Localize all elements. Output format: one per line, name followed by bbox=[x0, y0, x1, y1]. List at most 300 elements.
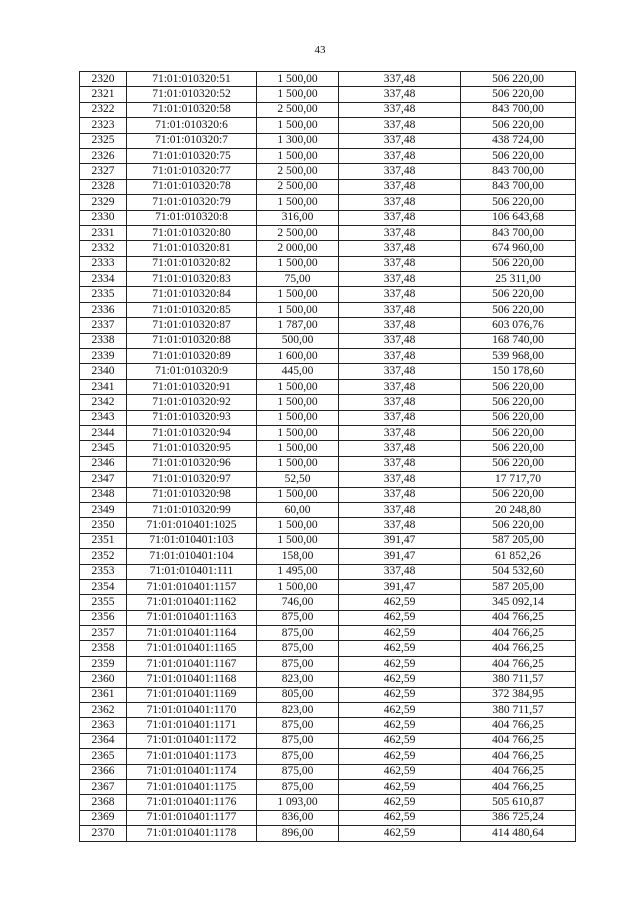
table-body bbox=[80, 72, 576, 842]
rate-cell: 337,48 bbox=[339, 272, 461, 287]
area-cell: 746,00 bbox=[257, 595, 339, 610]
area-cell: 875,00 bbox=[257, 718, 339, 733]
rate-cell: 462,59 bbox=[339, 610, 461, 625]
cadastral-number-cell: 71:01:010401:103 bbox=[127, 533, 257, 548]
cadastral-number-cell: 71:01:010401:1163 bbox=[127, 610, 257, 625]
table-row bbox=[80, 733, 576, 748]
value-cell: 61 852,26 bbox=[461, 549, 576, 564]
row-number-cell: 2363 bbox=[80, 718, 127, 733]
row-number-cell: 2325 bbox=[80, 133, 127, 148]
rate-cell: 462,59 bbox=[339, 595, 461, 610]
table-row bbox=[80, 118, 576, 133]
area-cell: 1 500,00 bbox=[257, 287, 339, 302]
table-row bbox=[80, 472, 576, 487]
area-cell: 2 500,00 bbox=[257, 164, 339, 179]
value-cell: 843 700,00 bbox=[461, 164, 576, 179]
rate-cell: 337,48 bbox=[339, 118, 461, 133]
value-cell: 587 205,00 bbox=[461, 533, 576, 548]
row-number-cell: 2347 bbox=[80, 472, 127, 487]
cadastral-number-cell: 71:01:010401:111 bbox=[127, 564, 257, 579]
rate-cell: 462,59 bbox=[339, 779, 461, 794]
table-row bbox=[80, 102, 576, 117]
cadastral-number-cell: 71:01:010320:81 bbox=[127, 241, 257, 256]
table-row bbox=[80, 810, 576, 825]
table-row bbox=[80, 241, 576, 256]
cadastral-number-cell: 71:01:010401:1171 bbox=[127, 718, 257, 733]
rate-cell: 337,48 bbox=[339, 410, 461, 425]
value-cell: 843 700,00 bbox=[461, 179, 576, 194]
row-number-cell: 2362 bbox=[80, 703, 127, 718]
row-number-cell: 2331 bbox=[80, 225, 127, 240]
value-cell: 380 711,57 bbox=[461, 703, 576, 718]
area-cell: 1 500,00 bbox=[257, 518, 339, 533]
cadastral-number-cell: 71:01:010320:84 bbox=[127, 287, 257, 302]
table-row bbox=[80, 718, 576, 733]
value-cell: 843 700,00 bbox=[461, 102, 576, 117]
row-number-cell: 2370 bbox=[80, 826, 127, 841]
rate-cell: 337,48 bbox=[339, 72, 461, 87]
table-row bbox=[80, 379, 576, 394]
value-cell: 506 220,00 bbox=[461, 456, 576, 471]
area-cell: 1 500,00 bbox=[257, 379, 339, 394]
rate-cell: 337,48 bbox=[339, 241, 461, 256]
table-row bbox=[80, 287, 576, 302]
area-cell: 2 500,00 bbox=[257, 179, 339, 194]
row-number-cell: 2338 bbox=[80, 333, 127, 348]
rate-cell: 462,59 bbox=[339, 641, 461, 656]
rate-cell: 337,48 bbox=[339, 379, 461, 394]
table-row bbox=[80, 148, 576, 163]
value-cell: 506 220,00 bbox=[461, 148, 576, 163]
area-cell: 823,00 bbox=[257, 672, 339, 687]
table-row bbox=[80, 179, 576, 194]
value-cell: 404 766,25 bbox=[461, 641, 576, 656]
table-row bbox=[80, 610, 576, 625]
area-cell: 896,00 bbox=[257, 826, 339, 841]
rate-cell: 462,59 bbox=[339, 703, 461, 718]
cadastral-number-cell: 71:01:010401:1170 bbox=[127, 703, 257, 718]
row-number-cell: 2345 bbox=[80, 441, 127, 456]
area-cell: 2 000,00 bbox=[257, 241, 339, 256]
rate-cell: 337,48 bbox=[339, 287, 461, 302]
value-cell: 404 766,25 bbox=[461, 733, 576, 748]
rate-cell: 337,48 bbox=[339, 225, 461, 240]
value-cell: 603 076,76 bbox=[461, 318, 576, 333]
table-row bbox=[80, 272, 576, 287]
area-cell: 875,00 bbox=[257, 610, 339, 625]
row-number-cell: 2334 bbox=[80, 272, 127, 287]
rate-cell: 337,48 bbox=[339, 179, 461, 194]
area-cell: 1 500,00 bbox=[257, 441, 339, 456]
table-row bbox=[80, 164, 576, 179]
cadastral-number-cell: 71:01:010401:1172 bbox=[127, 733, 257, 748]
area-cell: 500,00 bbox=[257, 333, 339, 348]
area-cell: 158,00 bbox=[257, 549, 339, 564]
area-cell: 823,00 bbox=[257, 703, 339, 718]
table-row bbox=[80, 195, 576, 210]
value-cell: 404 766,25 bbox=[461, 779, 576, 794]
row-number-cell: 2357 bbox=[80, 626, 127, 641]
cadastral-number-cell: 71:01:010320:8 bbox=[127, 210, 257, 225]
area-cell: 316,00 bbox=[257, 210, 339, 225]
table-row bbox=[80, 518, 576, 533]
row-number-cell: 2343 bbox=[80, 410, 127, 425]
cadastral-number-cell: 71:01:010320:6 bbox=[127, 118, 257, 133]
area-cell: 875,00 bbox=[257, 641, 339, 656]
value-cell: 438 724,00 bbox=[461, 133, 576, 148]
value-cell: 380 711,57 bbox=[461, 672, 576, 687]
value-cell: 506 220,00 bbox=[461, 379, 576, 394]
area-cell: 1 500,00 bbox=[257, 487, 339, 502]
value-cell: 843 700,00 bbox=[461, 225, 576, 240]
row-number-cell: 2367 bbox=[80, 779, 127, 794]
row-number-cell: 2354 bbox=[80, 579, 127, 594]
table-row bbox=[80, 364, 576, 379]
table-row bbox=[80, 318, 576, 333]
row-number-cell: 2361 bbox=[80, 687, 127, 702]
table-row bbox=[80, 779, 576, 794]
table-row bbox=[80, 579, 576, 594]
cadastral-number-cell: 71:01:010320:94 bbox=[127, 425, 257, 440]
table-row bbox=[80, 133, 576, 148]
area-cell: 1 500,00 bbox=[257, 148, 339, 163]
value-cell: 674 960,00 bbox=[461, 241, 576, 256]
value-cell: 504 532,60 bbox=[461, 564, 576, 579]
row-number-cell: 2358 bbox=[80, 641, 127, 656]
row-number-cell: 2342 bbox=[80, 395, 127, 410]
area-cell: 1 500,00 bbox=[257, 195, 339, 210]
cadastral-number-cell: 71:01:010401:1177 bbox=[127, 810, 257, 825]
value-cell: 539 968,00 bbox=[461, 349, 576, 364]
table-row bbox=[80, 687, 576, 702]
value-cell: 506 220,00 bbox=[461, 410, 576, 425]
rate-cell: 337,48 bbox=[339, 164, 461, 179]
table-row bbox=[80, 764, 576, 779]
cadastral-number-cell: 71:01:010401:1164 bbox=[127, 626, 257, 641]
area-cell: 875,00 bbox=[257, 779, 339, 794]
cadastral-number-cell: 71:01:010320:92 bbox=[127, 395, 257, 410]
row-number-cell: 2323 bbox=[80, 118, 127, 133]
table-row bbox=[80, 795, 576, 810]
cadastral-number-cell: 71:01:010401:104 bbox=[127, 549, 257, 564]
value-cell: 404 766,25 bbox=[461, 764, 576, 779]
rate-cell: 337,48 bbox=[339, 425, 461, 440]
area-cell: 1 500,00 bbox=[257, 533, 339, 548]
table-row bbox=[80, 626, 576, 641]
table-row bbox=[80, 333, 576, 348]
row-number-cell: 2352 bbox=[80, 549, 127, 564]
table-row bbox=[80, 456, 576, 471]
cadastral-number-cell: 71:01:010320:89 bbox=[127, 349, 257, 364]
rate-cell: 337,48 bbox=[339, 333, 461, 348]
cadastral-number-cell: 71:01:010401:1173 bbox=[127, 749, 257, 764]
table-row bbox=[80, 749, 576, 764]
row-number-cell: 2351 bbox=[80, 533, 127, 548]
rate-cell: 462,59 bbox=[339, 733, 461, 748]
table-row bbox=[80, 72, 576, 87]
rate-cell: 337,48 bbox=[339, 564, 461, 579]
row-number-cell: 2333 bbox=[80, 256, 127, 271]
land-plot-table bbox=[79, 71, 576, 842]
cadastral-number-cell: 71:01:010320:58 bbox=[127, 102, 257, 117]
table-row bbox=[80, 641, 576, 656]
rate-cell: 391,47 bbox=[339, 579, 461, 594]
area-cell: 52,50 bbox=[257, 472, 339, 487]
cadastral-number-cell: 71:01:010320:87 bbox=[127, 318, 257, 333]
rate-cell: 462,59 bbox=[339, 656, 461, 671]
rate-cell: 337,48 bbox=[339, 102, 461, 117]
table-row bbox=[80, 656, 576, 671]
value-cell: 168 740,00 bbox=[461, 333, 576, 348]
rate-cell: 337,48 bbox=[339, 456, 461, 471]
value-cell: 20 248,80 bbox=[461, 502, 576, 517]
table-row bbox=[80, 87, 576, 102]
row-number-cell: 2356 bbox=[80, 610, 127, 625]
row-number-cell: 2336 bbox=[80, 302, 127, 317]
table-row bbox=[80, 441, 576, 456]
rate-cell: 337,48 bbox=[339, 502, 461, 517]
cadastral-number-cell: 71:01:010320:99 bbox=[127, 502, 257, 517]
row-number-cell: 2335 bbox=[80, 287, 127, 302]
area-cell: 805,00 bbox=[257, 687, 339, 702]
row-number-cell: 2366 bbox=[80, 764, 127, 779]
value-cell: 506 220,00 bbox=[461, 287, 576, 302]
value-cell: 506 220,00 bbox=[461, 518, 576, 533]
cadastral-number-cell: 71:01:010401:1167 bbox=[127, 656, 257, 671]
area-cell: 1 500,00 bbox=[257, 425, 339, 440]
area-cell: 1 500,00 bbox=[257, 456, 339, 471]
row-number-cell: 2326 bbox=[80, 148, 127, 163]
value-cell: 106 643,68 bbox=[461, 210, 576, 225]
cadastral-number-cell: 71:01:010320:82 bbox=[127, 256, 257, 271]
rate-cell: 462,59 bbox=[339, 826, 461, 841]
value-cell: 404 766,25 bbox=[461, 656, 576, 671]
rate-cell: 462,59 bbox=[339, 687, 461, 702]
area-cell: 1 500,00 bbox=[257, 72, 339, 87]
value-cell: 345 092,14 bbox=[461, 595, 576, 610]
row-number-cell: 2346 bbox=[80, 456, 127, 471]
value-cell: 506 220,00 bbox=[461, 118, 576, 133]
table-row bbox=[80, 349, 576, 364]
rate-cell: 337,48 bbox=[339, 195, 461, 210]
rate-cell: 337,48 bbox=[339, 518, 461, 533]
cadastral-number-cell: 71:01:010320:78 bbox=[127, 179, 257, 194]
cadastral-number-cell: 71:01:010320:88 bbox=[127, 333, 257, 348]
row-number-cell: 2364 bbox=[80, 733, 127, 748]
cadastral-number-cell: 71:01:010320:83 bbox=[127, 272, 257, 287]
area-cell: 75,00 bbox=[257, 272, 339, 287]
value-cell: 506 220,00 bbox=[461, 302, 576, 317]
table-row bbox=[80, 826, 576, 841]
row-number-cell: 2320 bbox=[80, 72, 127, 87]
area-cell: 1 500,00 bbox=[257, 395, 339, 410]
row-number-cell: 2344 bbox=[80, 425, 127, 440]
area-cell: 60,00 bbox=[257, 502, 339, 517]
rate-cell: 337,48 bbox=[339, 472, 461, 487]
value-cell: 404 766,25 bbox=[461, 626, 576, 641]
rate-cell: 337,48 bbox=[339, 441, 461, 456]
value-cell: 587 205,00 bbox=[461, 579, 576, 594]
cadastral-number-cell: 71:01:010320:95 bbox=[127, 441, 257, 456]
row-number-cell: 2369 bbox=[80, 810, 127, 825]
cadastral-number-cell: 71:01:010401:1175 bbox=[127, 779, 257, 794]
row-number-cell: 2359 bbox=[80, 656, 127, 671]
cadastral-number-cell: 71:01:010401:1169 bbox=[127, 687, 257, 702]
cadastral-number-cell: 71:01:010320:79 bbox=[127, 195, 257, 210]
area-cell: 875,00 bbox=[257, 626, 339, 641]
row-number-cell: 2330 bbox=[80, 210, 127, 225]
table-row bbox=[80, 210, 576, 225]
area-cell: 1 500,00 bbox=[257, 579, 339, 594]
cadastral-number-cell: 71:01:010401:1176 bbox=[127, 795, 257, 810]
table-row bbox=[80, 256, 576, 271]
table-row bbox=[80, 487, 576, 502]
cadastral-number-cell: 71:01:010401:1162 bbox=[127, 595, 257, 610]
cadastral-number-cell: 71:01:010401:1165 bbox=[127, 641, 257, 656]
row-number-cell: 2328 bbox=[80, 179, 127, 194]
cadastral-number-cell: 71:01:010320:52 bbox=[127, 87, 257, 102]
row-number-cell: 2332 bbox=[80, 241, 127, 256]
value-cell: 506 220,00 bbox=[461, 72, 576, 87]
value-cell: 150 178,60 bbox=[461, 364, 576, 379]
cadastral-number-cell: 71:01:010320:77 bbox=[127, 164, 257, 179]
row-number-cell: 2337 bbox=[80, 318, 127, 333]
area-cell: 1 300,00 bbox=[257, 133, 339, 148]
table-row bbox=[80, 564, 576, 579]
area-cell: 875,00 bbox=[257, 749, 339, 764]
row-number-cell: 2350 bbox=[80, 518, 127, 533]
cadastral-number-cell: 71:01:010320:9 bbox=[127, 364, 257, 379]
area-cell: 1 600,00 bbox=[257, 349, 339, 364]
area-cell: 1 495,00 bbox=[257, 564, 339, 579]
row-number-cell: 2329 bbox=[80, 195, 127, 210]
value-cell: 25 311,00 bbox=[461, 272, 576, 287]
cadastral-number-cell: 71:01:010320:7 bbox=[127, 133, 257, 148]
value-cell: 404 766,25 bbox=[461, 749, 576, 764]
row-number-cell: 2341 bbox=[80, 379, 127, 394]
value-cell: 506 220,00 bbox=[461, 87, 576, 102]
value-cell: 386 725,24 bbox=[461, 810, 576, 825]
value-cell: 17 717,70 bbox=[461, 472, 576, 487]
rate-cell: 337,48 bbox=[339, 133, 461, 148]
cadastral-number-cell: 71:01:010320:96 bbox=[127, 456, 257, 471]
row-number-cell: 2339 bbox=[80, 349, 127, 364]
area-cell: 445,00 bbox=[257, 364, 339, 379]
row-number-cell: 2321 bbox=[80, 87, 127, 102]
value-cell: 506 220,00 bbox=[461, 395, 576, 410]
cadastral-number-cell: 71:01:010320:85 bbox=[127, 302, 257, 317]
rate-cell: 337,48 bbox=[339, 87, 461, 102]
row-number-cell: 2327 bbox=[80, 164, 127, 179]
rate-cell: 391,47 bbox=[339, 533, 461, 548]
rate-cell: 462,59 bbox=[339, 764, 461, 779]
cadastral-number-cell: 71:01:010320:80 bbox=[127, 225, 257, 240]
rate-cell: 337,48 bbox=[339, 148, 461, 163]
value-cell: 506 220,00 bbox=[461, 425, 576, 440]
value-cell: 506 220,00 bbox=[461, 256, 576, 271]
cadastral-number-cell: 71:01:010320:97 bbox=[127, 472, 257, 487]
area-cell: 1 500,00 bbox=[257, 87, 339, 102]
value-cell: 506 220,00 bbox=[461, 441, 576, 456]
rate-cell: 462,59 bbox=[339, 795, 461, 810]
row-number-cell: 2353 bbox=[80, 564, 127, 579]
row-number-cell: 2340 bbox=[80, 364, 127, 379]
rate-cell: 337,48 bbox=[339, 302, 461, 317]
area-cell: 875,00 bbox=[257, 656, 339, 671]
row-number-cell: 2348 bbox=[80, 487, 127, 502]
row-number-cell: 2368 bbox=[80, 795, 127, 810]
rate-cell: 462,59 bbox=[339, 626, 461, 641]
cadastral-number-cell: 71:01:010320:51 bbox=[127, 72, 257, 87]
cadastral-number-cell: 71:01:010401:1178 bbox=[127, 826, 257, 841]
table-row bbox=[80, 595, 576, 610]
cadastral-number-cell: 71:01:010401:1025 bbox=[127, 518, 257, 533]
area-cell: 836,00 bbox=[257, 810, 339, 825]
row-number-cell: 2365 bbox=[80, 749, 127, 764]
cadastral-number-cell: 71:01:010401:1174 bbox=[127, 764, 257, 779]
table-row bbox=[80, 302, 576, 317]
area-cell: 1 500,00 bbox=[257, 256, 339, 271]
row-number-cell: 2349 bbox=[80, 502, 127, 517]
value-cell: 506 220,00 bbox=[461, 487, 576, 502]
area-cell: 875,00 bbox=[257, 733, 339, 748]
row-number-cell: 2360 bbox=[80, 672, 127, 687]
rate-cell: 462,59 bbox=[339, 718, 461, 733]
cadastral-number-cell: 71:01:010320:93 bbox=[127, 410, 257, 425]
cadastral-number-cell: 71:01:010320:98 bbox=[127, 487, 257, 502]
cadastral-number-cell: 71:01:010401:1157 bbox=[127, 579, 257, 594]
row-number-cell: 2322 bbox=[80, 102, 127, 117]
table-row bbox=[80, 533, 576, 548]
area-cell: 1 500,00 bbox=[257, 410, 339, 425]
rate-cell: 391,47 bbox=[339, 549, 461, 564]
area-cell: 1 500,00 bbox=[257, 118, 339, 133]
table-row bbox=[80, 410, 576, 425]
value-cell: 506 220,00 bbox=[461, 195, 576, 210]
table-row bbox=[80, 703, 576, 718]
area-cell: 2 500,00 bbox=[257, 102, 339, 117]
area-cell: 2 500,00 bbox=[257, 225, 339, 240]
rate-cell: 337,48 bbox=[339, 395, 461, 410]
table-row bbox=[80, 502, 576, 517]
table-row bbox=[80, 549, 576, 564]
rate-cell: 337,48 bbox=[339, 318, 461, 333]
value-cell: 404 766,25 bbox=[461, 718, 576, 733]
value-cell: 404 766,25 bbox=[461, 610, 576, 625]
value-cell: 505 610,87 bbox=[461, 795, 576, 810]
cadastral-number-cell: 71:01:010320:91 bbox=[127, 379, 257, 394]
page-number: 43 bbox=[314, 44, 326, 56]
area-cell: 1 787,00 bbox=[257, 318, 339, 333]
rate-cell: 337,48 bbox=[339, 364, 461, 379]
value-cell: 372 384,95 bbox=[461, 687, 576, 702]
area-cell: 1 093,00 bbox=[257, 795, 339, 810]
table-row bbox=[80, 225, 576, 240]
rate-cell: 337,48 bbox=[339, 487, 461, 502]
area-cell: 875,00 bbox=[257, 764, 339, 779]
rate-cell: 337,48 bbox=[339, 256, 461, 271]
rate-cell: 462,59 bbox=[339, 749, 461, 764]
table-row bbox=[80, 395, 576, 410]
value-cell: 414 480,64 bbox=[461, 826, 576, 841]
rate-cell: 337,48 bbox=[339, 210, 461, 225]
rate-cell: 337,48 bbox=[339, 349, 461, 364]
area-cell: 1 500,00 bbox=[257, 302, 339, 317]
cadastral-number-cell: 71:01:010401:1168 bbox=[127, 672, 257, 687]
table-row bbox=[80, 425, 576, 440]
row-number-cell: 2355 bbox=[80, 595, 127, 610]
cadastral-number-cell: 71:01:010320:75 bbox=[127, 148, 257, 163]
